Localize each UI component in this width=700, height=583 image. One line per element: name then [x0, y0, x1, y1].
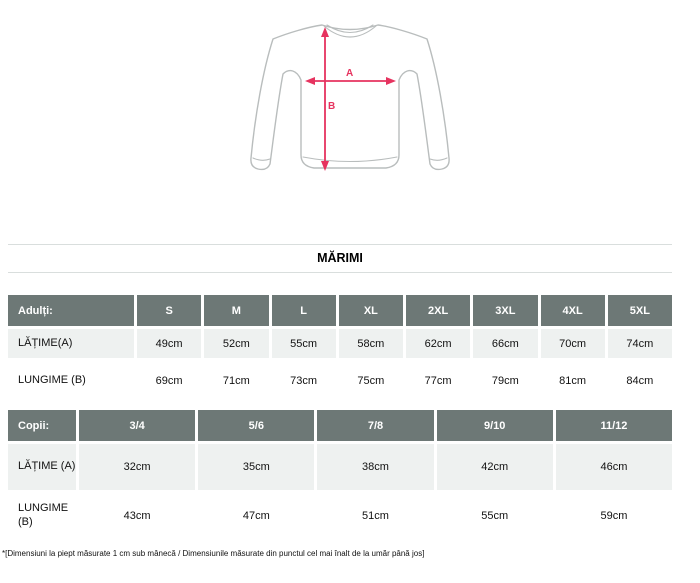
sizes-section-header [8, 244, 672, 273]
size-value-cell: 79cm [491, 374, 519, 387]
size-header-cell: S [137, 295, 201, 326]
table-header-row [8, 410, 672, 441]
size-header-cell: 11/12 [556, 410, 672, 441]
size-value-cell: 74cm [608, 329, 672, 358]
size-value-cell: 71cm [222, 374, 250, 387]
size-value-cell: 73cm [290, 374, 318, 387]
size-value-cell: 32cm [79, 444, 195, 490]
size-value-cell: 84cm [626, 374, 654, 387]
size-header-cell: L [272, 295, 336, 326]
width-label: A [346, 68, 354, 79]
size-header-cell: 4XL [541, 295, 605, 326]
size-value-cell: 55cm [481, 509, 509, 522]
size-header-cell: 3/4 [79, 410, 195, 441]
section-title: MĂRIMI [317, 251, 363, 265]
dimension-label-cell: LUNGIME (B) [18, 501, 69, 528]
divider-bottom [8, 272, 672, 273]
size-value-cell: 81cm [559, 374, 587, 387]
size-value-cell: 66cm [473, 329, 537, 358]
table-row [8, 492, 672, 539]
size-value-cell: 35cm [198, 444, 314, 490]
size-header-cell: 5/6 [198, 410, 314, 441]
size-value-cell: 42cm [437, 444, 553, 490]
dimension-label-cell: LĂȚIME (A) [8, 444, 76, 490]
size-value-cell: 62cm [406, 329, 470, 358]
size-header-cell: 5XL [608, 295, 672, 326]
size-value-cell: 59cm [600, 509, 628, 522]
measurement-footnote: *[Dimensiuni la piept măsurate 1 cm sub mânecă / Dimensiunile măsurate din punctul cel mai înalt de la umăr până jos] [2, 549, 425, 558]
size-value-cell: 75cm [357, 374, 385, 387]
size-value-cell: 70cm [541, 329, 605, 358]
size-value-cell: 38cm [317, 444, 433, 490]
group-label-cell: Copii: [8, 410, 76, 441]
size-value-cell: 77cm [424, 374, 452, 387]
dimension-label-cell: LUNGIME (B) [18, 373, 86, 386]
group-label-cell: Adulți: [8, 295, 134, 326]
shirt-outline-icon [251, 25, 449, 169]
size-header-cell: XL [339, 295, 403, 326]
table-row [8, 329, 672, 358]
adult-sizes-table [8, 295, 672, 398]
size-value-cell: 52cm [204, 329, 268, 358]
size-value-cell: 58cm [339, 329, 403, 358]
size-header-cell: 7/8 [317, 410, 433, 441]
shirt-measurement-diagram [240, 8, 460, 188]
size-value-cell: 69cm [155, 374, 183, 387]
table-header-row [8, 295, 672, 326]
size-header-cell: 3XL [473, 295, 537, 326]
size-header-cell: M [204, 295, 268, 326]
shirt-diagram-svg [240, 8, 460, 188]
size-value-cell: 51cm [362, 509, 389, 522]
table-row [8, 444, 672, 490]
size-value-cell: 49cm [137, 329, 201, 358]
size-header-cell: 2XL [406, 295, 470, 326]
dimension-label-cell: LĂȚIME(A) [8, 329, 134, 358]
size-value-cell: 46cm [556, 444, 672, 490]
table-row [8, 363, 672, 398]
length-label: B [328, 101, 336, 112]
size-value-cell: 43cm [123, 509, 151, 522]
size-header-cell: 9/10 [437, 410, 553, 441]
size-value-cell: 55cm [272, 329, 336, 358]
size-value-cell: 47cm [242, 509, 270, 522]
children-sizes-table [8, 410, 672, 539]
